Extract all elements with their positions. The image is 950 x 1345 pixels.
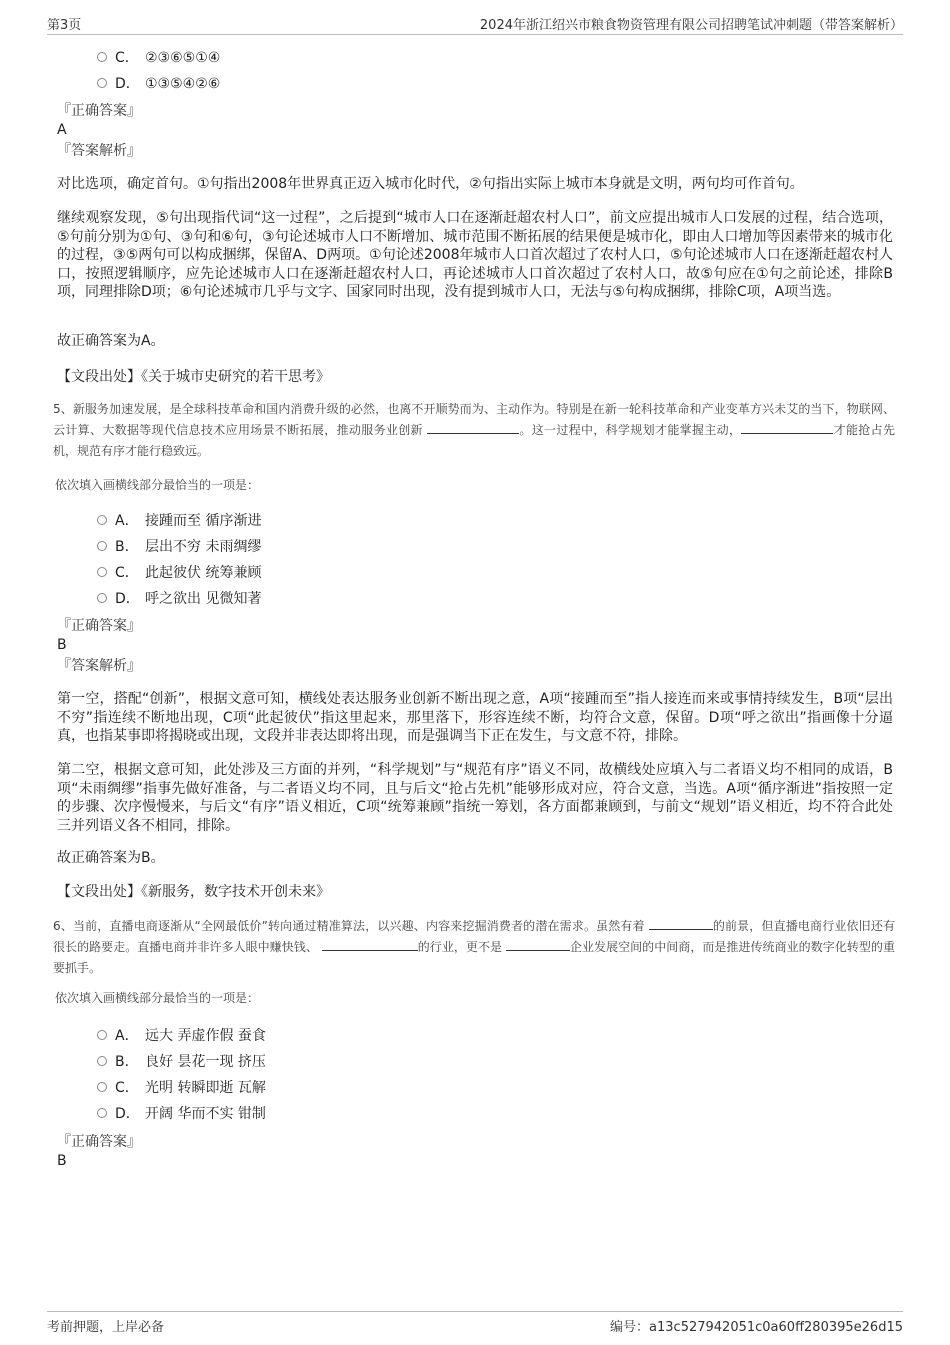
- answer-label: 『正确答案』: [57, 103, 141, 119]
- q6-option-d[interactable]: D． 开阔 华而不实 钳制: [97, 1104, 266, 1124]
- footer-slogan: 考前押题，上岸必备: [47, 1320, 165, 1335]
- analysis-paragraph: 继续观察发现，⑤句出现指代词“这一过程”，之后提到“城市人口在逐渐赶超农村人口”，前文应提出城市人口发展的过程，结合选项，⑤句前分别为①句、③句和⑥句，③句论述城市人口不断增加、城市范围不断拓展的结果便是城市化，即由人口增加等因素带来的城市化的过程，③⑤两句可以构成捆绑，保留A、D两项。①句论述2008年城市人口首次超过了农村人口，⑤句论述城市人口在逐渐赶超农村人口，按照逻辑顺序，应先论述城市人口在逐渐赶超农村人口，再论述城市人口首次超过了农村人口，故⑤句应在①句之前论述，排除B项，同理排除D项；⑥句论述城市几乎与文字、国家同时出现，没有提到城市人口，无法与⑤句构成捆绑，排除C项，A项当选。: [57, 210, 893, 300]
- radio-icon[interactable]: [97, 541, 107, 551]
- radio-icon[interactable]: [97, 1030, 107, 1040]
- fill-blank: [649, 917, 713, 930]
- analysis-label: 『答案解析』: [57, 143, 141, 159]
- document-title: 2024年浙江绍兴市粮食物资管理有限公司招聘笔试冲刺题（带答案解析）: [479, 18, 903, 33]
- answer-label: 『正确答案』: [57, 1134, 141, 1150]
- fill-blank: [506, 938, 570, 951]
- q6-option-b[interactable]: B． 良好 昙花一现 挤压: [97, 1052, 266, 1072]
- fill-blank: [322, 938, 418, 951]
- question-stem: 5、新服务加速发展，是全球科技革命和国内消费升级的必然，也离不开顺势而为、主动作为。特别是在新一轮科技革命和产业变革方兴未艾的当下，物联网、云计算、大数据等现代信息技术应用场景不断拓展，推动服务业创新 。这一过程中，科学规划才能掌握主动， 才能抢占先机，规范有序才能行稳致远。: [53, 402, 895, 458]
- radio-icon[interactable]: [97, 78, 107, 88]
- radio-icon[interactable]: [97, 593, 107, 603]
- analysis-conclusion: 故正确答案为B。: [57, 850, 165, 866]
- q5-option-c[interactable]: C． 此起彼伏 统筹兼顾: [97, 563, 261, 583]
- q6-option-a[interactable]: A． 远大 弄虚作假 蚕食: [97, 1026, 266, 1046]
- analysis-label: 『答案解析』: [57, 658, 141, 674]
- source-citation: 【文段出处】《关于城市史研究的若干思考》: [57, 369, 330, 385]
- source-citation: 【文段出处】《新服务，数字技术开创未来》: [57, 884, 330, 900]
- fill-blank: [427, 421, 519, 434]
- page-footer: [47, 1311, 903, 1334]
- question-stem: 6、当前，直播电商逐渐从“全网最低价”转向通过精准算法，以兴趣、内容来挖掘消费者的潜在需求。虽然有着 的前景，但直播电商行业依旧还有很长的路要走。直播电商并非许多人眼中赚快钱、 的行业，更不是 企业发展空间的中间商，而是推进传统商业的数字化转型的重要抓手。: [53, 919, 895, 975]
- radio-icon[interactable]: [97, 52, 107, 62]
- q5-option-b[interactable]: B． 层出不穷 未雨绸缪: [97, 537, 261, 557]
- analysis-paragraph: 对比选项，确定首句。①句指出2008年世界真正迈入城市化时代，②句指出实际上城市本身就是文明，两句均可作首句。: [57, 176, 804, 192]
- radio-icon[interactable]: [97, 1108, 107, 1118]
- fill-blank: [741, 421, 833, 434]
- q5-option-a[interactable]: A． 接踵而至 循序渐进: [97, 511, 261, 531]
- analysis-conclusion: 故正确答案为A。: [57, 333, 165, 349]
- document-id: 编号：a13c527942051c0a60ff280395e26d15: [610, 1320, 903, 1335]
- q4-option-c[interactable]: C． ②③⑥⑤①④: [97, 48, 220, 68]
- q6-option-c[interactable]: C． 光明 转瞬即逝 瓦解: [97, 1078, 266, 1098]
- answer-value: A: [57, 122, 67, 138]
- radio-icon[interactable]: [97, 1056, 107, 1066]
- question-prompt: 依次填入画横线部分最恰当的一项是：: [55, 478, 260, 492]
- answer-value: B: [57, 637, 67, 653]
- radio-icon[interactable]: [97, 1082, 107, 1092]
- page-number: 第3页: [47, 18, 82, 33]
- q5-option-d[interactable]: D． 呼之欲出 见微知著: [97, 589, 261, 609]
- answer-value: B: [57, 1153, 67, 1169]
- analysis-paragraph: 第二空，根据文意可知，此处涉及三方面的并列，“科学规划”与“规范有序”语义不同，故横线处应填入与二者语义均不相同的成语，B项“未雨绸缪”指事先做好准备，与二者语义均不同，且与后文“抢占先机”能够形成对应，符合文意，当选。A项“循序渐进”指按照一定的步骤、次序慢慢来，与后文“有序”语义相近，C项“统筹兼顾”指统一筹划，各方面都兼顾到，与前文“规划”语义相近，均不符合此处三并列语义各不相同，排除。: [57, 762, 893, 834]
- analysis-paragraph: 第一空，搭配“创新”，根据文意可知，横线处表达服务业创新不断出现之意，A项“接踵而至”指人接连而来或事情持续发生，B项“层出不穷”指连续不断地出现，C项“此起彼伏”指这里起来，那里落下，形容连续不断，均符合文意，保留。D项“呼之欲出”指画像十分逼真，也指某事即将揭晓或出现，文段并非表达即将出现，而是强调当下正在发生，与文意不符，排除。: [57, 691, 893, 744]
- radio-icon[interactable]: [97, 515, 107, 525]
- answer-label: 『正确答案』: [57, 618, 141, 634]
- question-prompt: 依次填入画横线部分最恰当的一项是：: [55, 991, 260, 1005]
- radio-icon[interactable]: [97, 567, 107, 577]
- q4-option-d[interactable]: D． ①③⑤④②⑥: [97, 74, 220, 94]
